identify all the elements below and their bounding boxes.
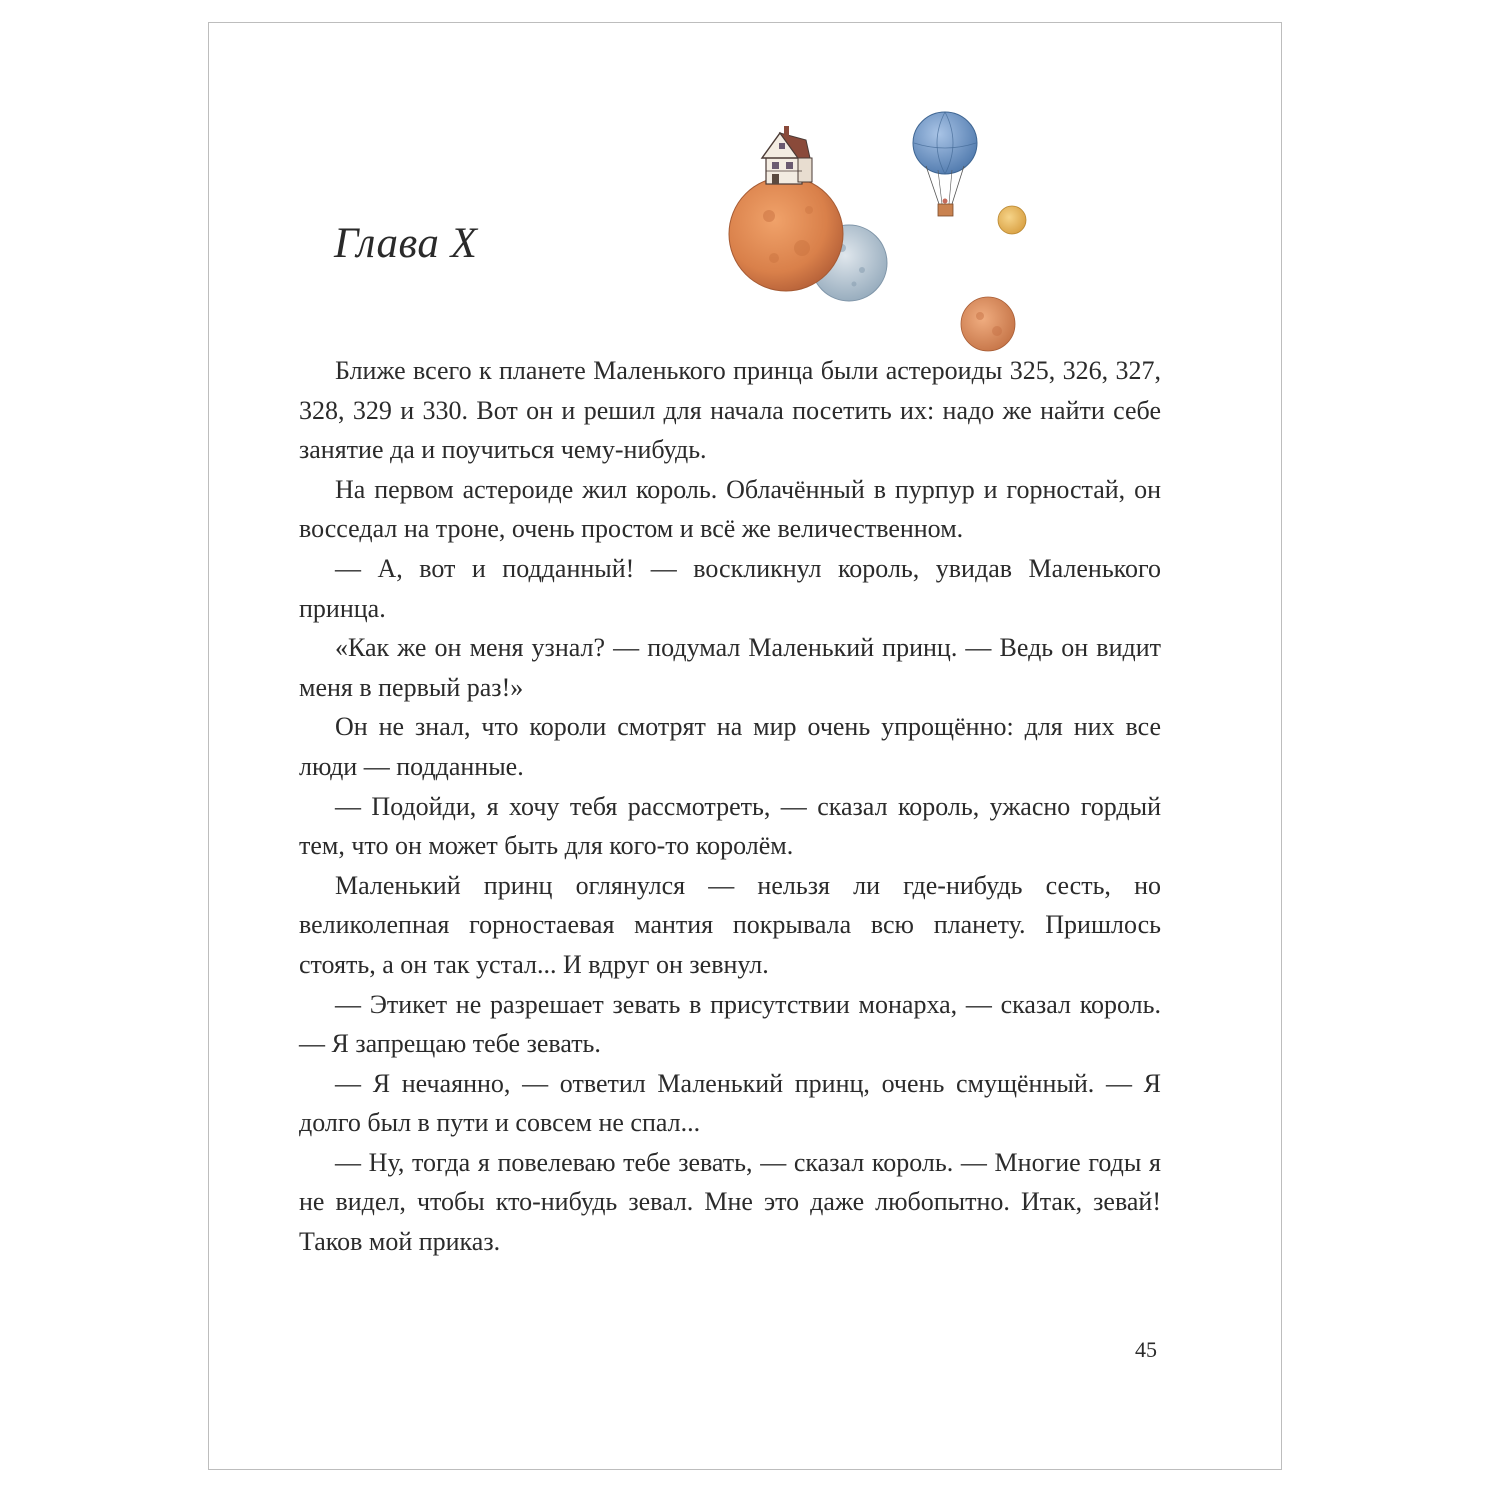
paragraph: Маленький принц оглянулся — нельзя ли где-нибудь сесть, но великолепная горностаевая мантия покрывала всю планету. Пришлось стоять, а он так устал... И вдруг он зевнул. [299,870,1161,979]
paragraph: — Подойди, я хочу тебя рассмотреть, — сказал король, ужасно гордый тем, что он может быть для кого-то королём. [299,791,1161,861]
paragraph: — Этикет не разрешает зевать в присутствии монарха, — сказал король. — Я запрещаю тебе зевать. [299,989,1161,1059]
house-icon [762,126,812,184]
paragraph: — Я нечаянно, — ответил Маленький принц, очень смущённый. — Я долго был в пути и совсем не спал... [299,1068,1161,1138]
paragraph: На первом астероиде жил король. Облачённый в пурпур и горностай, он восседал на троне, очень простом и всё же величественном. [299,474,1161,544]
book-page [208,22,1282,1470]
paragraph: Он не знал, что короли смотрят на мир очень упрощённо: для них все люди — подданные. [299,712,1161,781]
paragraph: «Как же он меня узнал? — подумал Маленький принц. — Ведь он видит меня в первый раз!» [299,633,1161,702]
chapter-body [299,351,1161,1262]
watercolor-planets-icon [714,98,1054,368]
paragraph: — Ну, тогда я повелеваю тебе зевать, — сказал король. — Многие годы я не видел, чтобы кто-нибудь зевал. Мне это даже любопытно. Итак, зевай! Таков мой приказ. [299,1147,1161,1257]
hot-air-balloon-icon [913,112,977,216]
page-number: 45 [1135,1337,1157,1362]
paragraph: — А, вот и подданный! — воскликнул король, увидав Маленького принца. [299,553,1161,623]
paragraph: Ближе всего к планете Маленького принца были астероиды 325, 326, 327, 328, 329 и 330. Вот он и решил для начала посетить их: надо же найти себе занятие да и поучиться чему-нибудь. [299,356,1161,465]
chapter-title: Глава X [334,220,478,267]
